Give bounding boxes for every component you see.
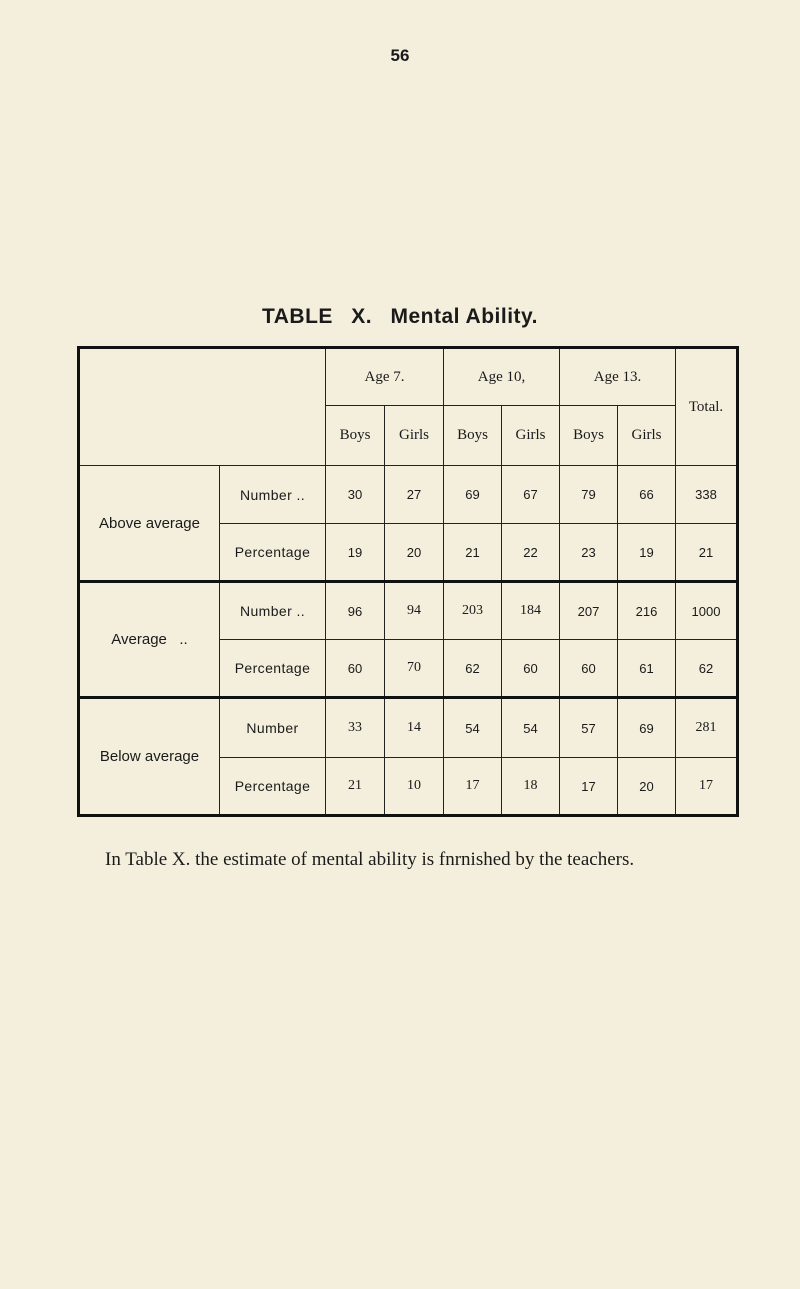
table-cell: 60 [560, 640, 618, 698]
subheader-boys: Boys [444, 406, 502, 466]
table-cell: 30 [326, 466, 385, 524]
table-caption: In Table X. the estimate of mental ability is fnrnished by the teachers. [105, 849, 635, 870]
mental-ability-table [77, 346, 739, 817]
header-age-10: Age 10, [444, 348, 560, 406]
page-number: 56 [390, 46, 410, 65]
table-cell: 19 [618, 524, 676, 582]
empty-corner-cell [79, 348, 326, 466]
table-row [79, 466, 738, 524]
category-above-average: Above average [79, 466, 220, 582]
table-cell: 281 [676, 698, 738, 758]
table-cell: 21 [676, 524, 738, 582]
table-cell: 17 [560, 758, 618, 816]
subheader-boys: Boys [560, 406, 618, 466]
table-cell: 69 [618, 698, 676, 758]
table-row [79, 698, 738, 758]
table-title-label: TABLE [262, 305, 333, 328]
table-cell: 216 [618, 582, 676, 640]
table-title [0, 305, 800, 329]
table-cell: 62 [676, 640, 738, 698]
table-cell: 94 [385, 582, 444, 640]
table-cell: 66 [618, 466, 676, 524]
row-label: Percentage [220, 524, 326, 582]
table-cell: 14 [385, 698, 444, 758]
table-cell: 20 [618, 758, 676, 816]
table-cell: 54 [502, 698, 560, 758]
table-cell: 10 [385, 758, 444, 816]
subheader-girls: Girls [502, 406, 560, 466]
subheader-boys: Boys [326, 406, 385, 466]
table-cell: 96 [326, 582, 385, 640]
table-cell: 21 [326, 758, 385, 816]
table-cell: 60 [502, 640, 560, 698]
table-cell: 23 [560, 524, 618, 582]
subheader-girls: Girls [385, 406, 444, 466]
table-title-number: X. [351, 305, 373, 328]
table-cell: 207 [560, 582, 618, 640]
table-cell: 20 [385, 524, 444, 582]
table-cell: 18 [502, 758, 560, 816]
table-cell: 338 [676, 466, 738, 524]
subheader-girls: Girls [618, 406, 676, 466]
table-cell: 22 [502, 524, 560, 582]
table-cell: 79 [560, 466, 618, 524]
row-label: Percentage [220, 758, 326, 816]
header-age-13: Age 13. [560, 348, 676, 406]
table-cell: 62 [444, 640, 502, 698]
table-cell: 54 [444, 698, 502, 758]
category-average: Average .. [79, 582, 220, 698]
table-title-subject: Mental Ability. [390, 305, 538, 328]
category-below-average: Below average [79, 698, 220, 816]
table-cell: 61 [618, 640, 676, 698]
table-cell: 70 [385, 640, 444, 698]
table-cell: 19 [326, 524, 385, 582]
table-cell: 17 [444, 758, 502, 816]
table-cell: 27 [385, 466, 444, 524]
row-label: Percentage [220, 640, 326, 698]
table-cell: 33 [326, 698, 385, 758]
row-label: Number .. [220, 582, 326, 640]
row-label: Number .. [220, 466, 326, 524]
table-cell: 184 [502, 582, 560, 640]
table-cell: 21 [444, 524, 502, 582]
table-cell: 203 [444, 582, 502, 640]
table-cell: 69 [444, 466, 502, 524]
table-row [79, 582, 738, 640]
header-total: Total. [676, 348, 738, 466]
table-cell: 1000 [676, 582, 738, 640]
header-age-7: Age 7. [326, 348, 444, 406]
table-cell: 57 [560, 698, 618, 758]
table-cell: 17 [676, 758, 738, 816]
row-label: Number [220, 698, 326, 758]
table-cell: 67 [502, 466, 560, 524]
table-cell: 60 [326, 640, 385, 698]
